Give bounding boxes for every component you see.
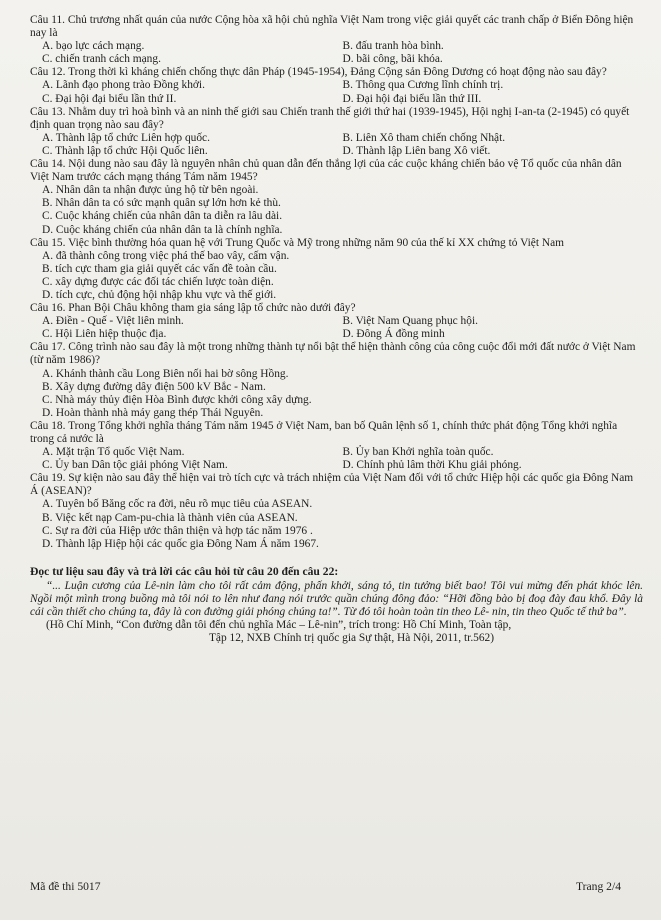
option-d: D. Đông Á đồng minh (342, 328, 445, 341)
option-d: D. Chính phủ lâm thời Khu giải phóng. (342, 459, 522, 472)
question-stem: Câu 18. Trong Tổng khởi nghĩa tháng Tám năm 1945 ở Việt Nam, ban bố Quân lệnh số 1, chính thức phát động Tổng khởi nghĩa trong cả nước là (30, 419, 618, 445)
option-c: C. chiến tranh cách mạng. (42, 53, 161, 66)
option-a: A. đã thành công trong việc phá thế bao vây, cấm vận. (42, 249, 290, 262)
option-c: C. Hội Liên hiệp thuộc địa. (42, 328, 167, 341)
option-a: A. Thành lập tổ chức Liên hợp quốc. (42, 131, 210, 144)
option-d: D. Cuộc kháng chiến của nhân dân ta là chính nghĩa. (42, 223, 283, 236)
option-b: B. Việc kết nạp Cam-pu-chia là thành viên của ASEAN. (42, 511, 298, 524)
question-19 (30, 472, 643, 551)
option-d: D. Đại hội đại biểu lần thứ III. (342, 92, 482, 105)
quote-passage: “... Luận cương của Lê-nin làm cho tôi rất cảm động, phấn khởi, sáng tỏ, tin tưởng biết bao! Tôi vui mừng đến phát khóc lên. Ngồi một mình trong buồng mà tôi nói to lên như đang nói trước quần chúng đông đảo: “Hỡi đồng bào bị đoạ đày đau khổ. Đây là cái cần thiết cho chúng ta, đây là con đường giải phóng chúng ta!”. Từ đó tôi hoàn toàn tin theo Lê- nin, tin theo Quốc tế thứ ba”. (30, 579, 643, 619)
page-footer (30, 880, 621, 893)
question-stem: Câu 16. Phan Bội Châu không tham gia sáng lập tổ chức nào dưới đây? (30, 302, 356, 315)
option-c: C. Thành lập tổ chức Hội Quốc liên. (42, 144, 208, 157)
option-a: A. Khánh thành cầu Long Biên nối hai bờ sông Hồng. (42, 367, 289, 380)
question-stem: Câu 13. Nhằm duy trì hoà bình và an ninh thế giới sau Chiến tranh thế giới thứ hai (1939-1945), Hội nghị I-an-ta (2-1945) có quyết định quan trọng nào sau đây? (30, 105, 630, 131)
option-d: D. bãi công, bãi khóa. (342, 53, 443, 66)
option-c: C. xây dựng được các đối tác chiến lược toàn diện. (42, 275, 274, 288)
source-citation-line2: Tập 12, NXB Chính trị quốc gia Sự thật, Hà Nội, 2011, tr.562) (208, 632, 495, 645)
question-14 (30, 158, 643, 237)
option-a: A. Nhân dân ta nhận được ủng hộ từ bên ngoài. (42, 184, 259, 197)
option-b: B. đấu tranh hòa bình. (342, 40, 444, 53)
option-a: A. bạo lực cách mạng. (42, 40, 145, 53)
section-title: Đọc tư liệu sau đây và trả lời các câu hỏi từ câu 20 đến câu 22: (30, 564, 339, 578)
question-15 (30, 237, 643, 302)
option-d: D. Hoàn thành nhà máy gang thép Thái Nguyên. (42, 406, 264, 419)
question-16 (30, 302, 643, 341)
option-c: C. Nhà máy thủy điện Hòa Bình được khởi công xây dựng. (42, 393, 312, 406)
option-a: A. Điền - Quế - Việt liên minh. (42, 315, 184, 328)
question-stem: Câu 12. Trong thời kì kháng chiến chống thực dân Pháp (1945-1954), Đảng Cộng sản Đông Dương có hoạt động nào sau đây? (30, 66, 607, 79)
question-18 (30, 420, 643, 472)
option-c: C. Ủy ban Dân tộc giải phóng Việt Nam. (42, 459, 228, 472)
question-stem: Câu 11. Chủ trương nhất quán của nước Cộng hòa xã hội chủ nghĩa Việt Nam trong việc giải quyết các tranh chấp ở Biển Đông hiện nay là (30, 14, 634, 40)
option-d: D. Thành lập Hiệp hội các quốc gia Đông Nam Á năm 1967. (42, 537, 319, 550)
question-stem: Câu 14. Nội dung nào sau đây là nguyên nhân chủ quan dẫn đến thắng lợi của các cuộc kháng chiến bảo vệ Tổ quốc của nhân dân Việt Nam trước cách mạng tháng Tám năm 1945? (30, 158, 622, 184)
option-b: B. Ủy ban Khởi nghĩa toàn quốc. (342, 446, 494, 459)
question-13 (30, 106, 643, 158)
option-c: C. Sự ra đời của Hiệp ước thân thiện và hợp tác năm 1976 . (42, 524, 313, 537)
option-a: A. Tuyên bố Băng cốc ra đời, nêu rõ mục tiêu của ASEAN. (42, 498, 313, 511)
page-number: Trang 2/4 (576, 880, 621, 893)
question-stem: Câu 19. Sự kiện nào sau đây thể hiện vai trò tích cực và trách nhiệm của Việt Nam đối với tổ chức Hiệp hội các quốc gia Đông Nam Á (ASEAN)? (30, 472, 634, 498)
question-stem: Câu 15. Việc bình thường hóa quan hệ với Trung Quốc và Mỹ trong những năm 90 của thế kỉ XX chứng tỏ Việt Nam (30, 236, 565, 249)
option-d: D. Thành lập Liên bang Xô viết. (342, 144, 491, 157)
option-b: B. Nhân dân ta có sức mạnh quân sự lớn hơn kẻ thù. (42, 197, 281, 210)
option-b: B. Xây dựng đường dây điện 500 kV Bắc - Nam. (42, 380, 266, 393)
exam-code: Mã đề thi 5017 (30, 880, 101, 893)
option-b: B. tích cực tham gia giải quyết các vấn đề toàn cầu. (42, 262, 277, 275)
source-citation-line1: (Hồ Chí Minh, “Con đường dẫn tôi đến chủ nghĩa Mác – Lê-nin”, trích trong: Hồ Chí Minh, Toàn tập, (46, 619, 512, 632)
option-a: A. Lãnh đạo phong trào Đồng khởi. (42, 79, 205, 92)
option-c: C. Đại hội đại biểu lần thứ II. (42, 92, 177, 105)
question-stem: Câu 17. Công trình nào sau đây là một trong những thành tự nổi bật thể hiện thành công của công cuộc đổi mới đất nước ở Việt Nam (từ năm 1986)? (30, 341, 636, 367)
option-d: D. tích cực, chủ động hội nhập khu vực và thế giới. (42, 288, 277, 301)
option-b: B. Thông qua Cương lĩnh chính trị. (342, 79, 504, 92)
question-17 (30, 341, 643, 420)
option-b: B. Việt Nam Quang phục hội. (342, 315, 478, 328)
option-b: B. Liên Xô tham chiến chống Nhật. (342, 131, 506, 144)
option-a: A. Mặt trận Tổ quốc Việt Nam. (42, 446, 185, 459)
question-12 (30, 66, 643, 105)
question-11 (30, 14, 643, 66)
option-c: C. Cuộc kháng chiến của nhân dân ta diễn ra lâu dài. (42, 210, 283, 223)
